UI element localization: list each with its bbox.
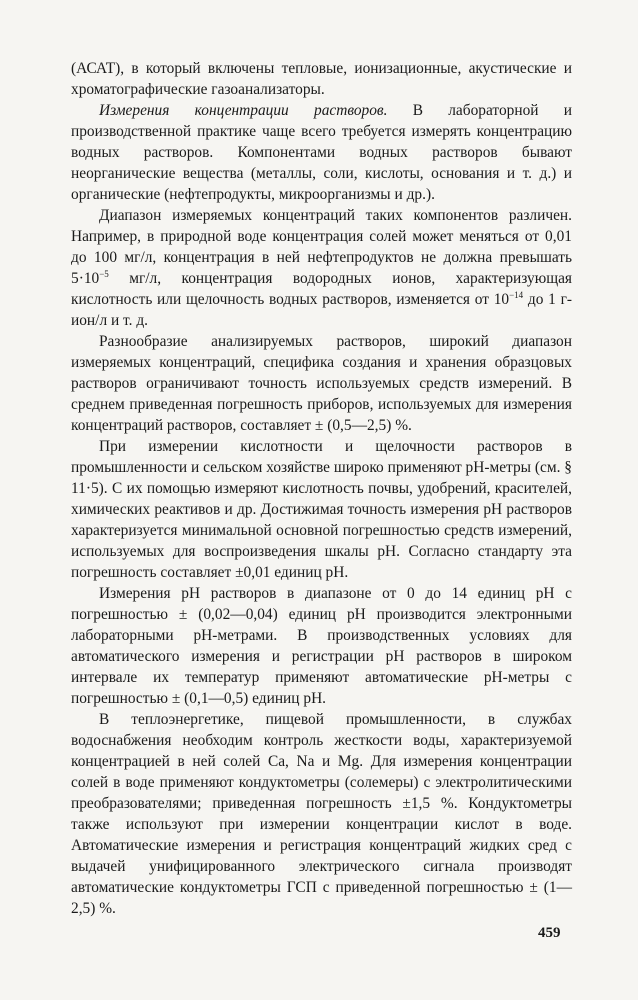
page-number: 459 [538, 925, 561, 941]
exponent-2: −14 [509, 290, 524, 300]
paragraph-3-part-c: до 1 г-ион/л и т. д. [71, 291, 573, 329]
paragraph-1: (АСАТ), в который включены тепловые, ионизационные, акустические и хроматографические газоанализаторы. [71, 60, 572, 98]
section-heading: Измерения концентрации растворов. [99, 102, 388, 119]
paragraph-3 [71, 205, 572, 331]
paragraph-3-part-a: Диапазон измеряемых концентраций таких компонентов различен. Например, в природной воде концентрация солей может меняться от 0,01 до 100 мг/л, концентрация в ней нефтепродуктов не должна превышать 5·10 [71, 207, 572, 287]
exponent-1: −5 [99, 269, 109, 279]
paragraph-2-text: В лабораторной и производственной практике чаще всего требуется измерять концентрацию водных растворов. Компонентами водных растворов бывают неорганические вещества (металлы, соли, кислоты, основания и т. д.) и органические (нефтепродукты, микроорганизмы и др.). [71, 102, 573, 203]
paragraph-4: Разнообразие анализируемых растворов, широкий диапазон измеряемых концентраций, специфика создания и хранения образцовых растворов ограничивают точность используемых средств измерений. В среднем приведенная погрешность приборов, используемых для измерения концентраций растворов, составляет ± (0,5—2,5) %. [71, 333, 572, 434]
paragraph-7: В теплоэнергетике, пищевой промышленности, в службах водоснабжения необходим контроль жесткости воды, характеризуемой концентрацией в ней солей Ca, Na и Mg. Для измерения концентрации солей в воде применяют кондуктометры (солемеры) с электролитическими преобразователями; приведенная погрешность ±1,5 %. Кондуктометры также используют при измерении концентрации кислот в воде. Автоматические измерения и регистрация концентраций жидких сред с выдачей унифицированного электрического сигнала производят автоматические кондуктометры ГСП с приведенной погрешностью ± (1—2,5) %. [71, 711, 572, 917]
body-text [71, 58, 572, 919]
paragraph-3-part-b: мг/л, концентрация водородных ионов, характеризующая кислотность или щелочность водных растворов, изменяется от 10 [71, 270, 572, 308]
paragraph-2 [71, 100, 572, 205]
paragraph-5: При измерении кислотности и щелочности растворов в промышленности и сельском хозяйстве широко применяют pH-метры (см. § 11·5). С их помощью измеряют кислотность почвы, удобрений, красителей, химических реактивов и др. Достижимая точность измерения pH растворов характеризуется минимальной основной погрешностью средств измерений, используемых для воспроизведения шкалы pH. Согласно стандарту эта погрешность составляет ±0,01 единиц pH. [71, 438, 572, 581]
paragraph-6: Измерения pH растворов в диапазоне от 0 до 14 единиц pH с погрешностью ± (0,02—0,04) единиц pH производится электронными лабораторными pH-метрами. В производственных условиях для автоматического измерения и регистрации pH растворов в широком интервале их температур применяют автоматические pH-метры с погрешностью ± (0,1—0,5) единиц pH. [71, 585, 572, 707]
